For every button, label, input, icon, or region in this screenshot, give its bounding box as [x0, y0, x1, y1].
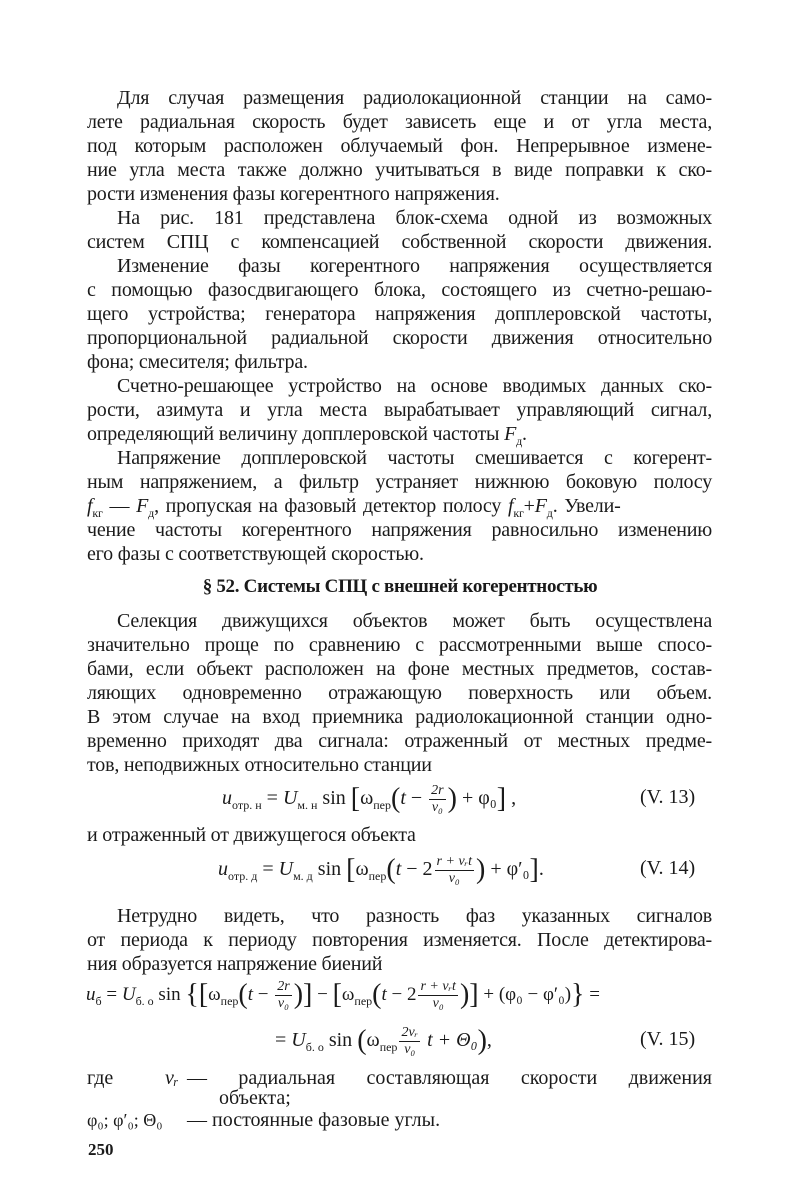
math-subscript: м. д — [293, 869, 313, 883]
math-subscript: б. о — [305, 1040, 324, 1054]
text-line: Напряжение допплеровской частоты смешивается с когерент- — [117, 447, 712, 469]
text-line: ляющих одновременно отражающую поверхность или объем. — [87, 682, 712, 704]
math-function: sin — [323, 1029, 358, 1051]
math-symbol: t — [400, 787, 406, 809]
math-subscript: б. о — [135, 993, 154, 1008]
right-brace: } — [571, 979, 585, 1010]
text-line: тов, неподвижных относительно станции — [87, 754, 432, 776]
left-paren: ( — [357, 1025, 367, 1056]
math-operator: + — [478, 984, 499, 1005]
left-paren: ( — [372, 979, 382, 1010]
right-bracket: ] — [529, 854, 539, 885]
math-operator: − — [253, 984, 274, 1005]
fraction-numerator: 2r — [277, 979, 290, 995]
math-symbol: F — [534, 495, 547, 517]
math-function: sin — [317, 787, 351, 809]
right-paren: ) — [477, 1025, 487, 1056]
fraction-numerator: r + vᵣt — [436, 853, 472, 869]
math-operator: − — [312, 984, 333, 1005]
math-subscript: пер — [373, 798, 391, 812]
math-function: sin — [153, 984, 186, 1005]
right-paren: ) — [293, 979, 304, 1010]
text-line: рости, азимута и угла места вырабатывает управляющий сигнал, — [87, 399, 712, 421]
math-subscript: д — [546, 506, 553, 520]
text-span: — — [102, 495, 137, 517]
page-number: 250 — [88, 1140, 114, 1159]
left-paren: ( — [238, 979, 248, 1010]
math-symbol: F — [136, 495, 149, 517]
math-function: sin — [312, 858, 347, 880]
text-line: чение частоты когерентного напряжения равносильно изменению — [87, 519, 712, 541]
right-paren: ) — [459, 979, 470, 1010]
fraction-denominator: v₀ — [404, 1041, 416, 1057]
math-symbol: t — [395, 858, 402, 880]
text-line: Счетно-решающее устройство на основе вводимых данных ско- — [117, 375, 712, 397]
right-paren: ) — [476, 854, 486, 885]
left-brace: { — [185, 979, 199, 1010]
math-punct: . — [538, 858, 544, 880]
math-symbol: t — [381, 984, 387, 1005]
math-subscript: д — [148, 506, 155, 520]
fraction-numerator: 2r — [431, 782, 444, 798]
fraction — [399, 1025, 420, 1058]
math-operator: = — [584, 984, 600, 1005]
text-span: определяющий величину допплеровской частоты — [87, 423, 505, 445]
text-span: . Увели- — [552, 495, 621, 517]
left-bracket: [ — [332, 979, 342, 1010]
fraction — [275, 979, 291, 1012]
math-subscript: пер — [220, 993, 239, 1008]
math-operator: = — [261, 787, 283, 809]
text-span: . — [522, 423, 527, 445]
fraction — [418, 979, 457, 1012]
equation-v15-line2 — [275, 1022, 492, 1065]
math-operator: + — [456, 787, 479, 809]
equation-number: (V. 14) — [640, 857, 696, 879]
where-symbol: vᵣ — [165, 1067, 179, 1089]
left-bracket: [ — [350, 783, 361, 814]
fraction-numerator: 2vᵣ — [401, 1024, 419, 1040]
math-operator: + — [485, 858, 507, 880]
text-line: В этом случае на вход приемника радиолокационной станции одно- — [87, 706, 712, 728]
text-line: временно приходят два сигнала: отраженный от местных предме- — [87, 730, 712, 752]
math-operator: − 2 — [401, 858, 433, 880]
math-punct: , — [486, 1029, 492, 1051]
math-subscript: отр. н — [232, 798, 262, 812]
math-expression: t + Θ₀ — [422, 1029, 478, 1051]
math-symbol: u — [218, 858, 228, 880]
text-line: фона; смесителя; фильтра. — [87, 351, 308, 373]
text-line: под которым расположен облучаемый фон. Непрерывное измене- — [87, 135, 712, 157]
fraction-denominator: v₀ — [277, 996, 289, 1012]
text-span: + — [523, 495, 535, 517]
right-bracket: ] — [469, 979, 479, 1010]
right-paren: ) — [447, 783, 457, 814]
math-symbol: u — [222, 787, 232, 809]
text-line: его фазы с соответствующей скоростью. — [87, 543, 424, 565]
right-bracket: ] — [303, 979, 313, 1010]
math-operator: − 2 — [386, 984, 417, 1005]
fraction — [435, 854, 474, 887]
where-label: где — [87, 1067, 114, 1089]
where-definition-continued: объекта; — [219, 1087, 291, 1109]
text-line: ния образуется напряжение биений — [87, 953, 383, 975]
where-definition: — радиальная составляющая скорости движения — [187, 1067, 712, 1089]
math-subscript: б — [95, 993, 102, 1008]
math-symbol: ω — [341, 984, 355, 1005]
text-line: лете радиальная скорость будет зависеть еще и от угла места, — [87, 111, 712, 133]
left-paren: ( — [386, 854, 396, 885]
text-line: от периода к периоду повторения изменяется. После детектирова- — [87, 929, 712, 951]
math-subscript: кг — [92, 506, 103, 520]
left-paren: ( — [391, 783, 401, 814]
text-line: ным напряжением, а фильтр устраняет нижнюю боковую полосу — [87, 471, 712, 493]
math-symbol: U — [121, 984, 136, 1005]
math-subscript: м. н — [297, 798, 318, 812]
math-symbol: f — [87, 495, 93, 517]
math-subscript: пер — [368, 869, 387, 883]
fraction-denominator: v₀ — [432, 996, 444, 1012]
math-subscript: кг — [513, 506, 524, 520]
math-subscript: пер — [354, 993, 373, 1008]
fraction — [429, 783, 445, 816]
where-symbols: φ₀; φ′₀; Θ₀ — [87, 1110, 163, 1130]
math-symbol: U — [282, 787, 298, 809]
equation-number: (V. 15) — [640, 1028, 696, 1050]
text-line: Для случая размещения радиолокационной станции на само- — [117, 87, 712, 109]
text-line: рости изменения фазы когерентного напряжения. — [87, 183, 500, 205]
equation-number: (V. 13) — [640, 786, 696, 808]
math-symbol: U — [291, 1029, 306, 1051]
math-punct: , — [506, 787, 517, 809]
text-line: с помощью фазосдвигающего блока, состоящего из счетно-решаю- — [87, 279, 712, 301]
fraction-denominator: v₀ — [431, 799, 443, 815]
math-operator: − — [405, 787, 428, 809]
text-span: , пропуская на фазовый детектор полосу — [154, 495, 508, 517]
math-symbol: φ′₀ — [506, 858, 530, 880]
text-line: Изменение фазы когерентного напряжения осуществляется — [117, 255, 712, 277]
text-line: щего устройства; генератора напряжения допплеровской частоты, — [87, 303, 712, 325]
equation-v14 — [218, 851, 544, 894]
equation-v15-line1 — [86, 977, 600, 1019]
where-definition: — постоянные фазовые углы. — [187, 1109, 441, 1131]
text-line: Селекция движущихся объектов может быть осуществлена — [117, 610, 712, 632]
text-line: На рис. 181 представлена блок-схема одной из возможных — [117, 207, 712, 229]
math-symbol: t — [247, 984, 254, 1005]
math-subscript: д — [516, 434, 523, 448]
text-line: пропорциональной радиальной скорости движения относительно — [87, 327, 712, 349]
math-subscript: отр. д — [228, 869, 258, 883]
math-symbol: φ₀ — [478, 787, 497, 809]
math-symbol: F — [504, 423, 517, 445]
section-heading: § 52. Системы СПЦ с внешней когерентностью — [202, 576, 598, 597]
right-bracket: ] — [496, 783, 507, 814]
fraction-numerator: r + vᵣt — [420, 979, 456, 995]
math-operator: = — [101, 984, 122, 1005]
math-symbol: ω — [366, 1029, 380, 1051]
math-symbol: ω — [208, 984, 221, 1005]
text-line: ние угла места также должно учитываться в виде поправки к ско- — [87, 159, 712, 181]
fraction-denominator: v₀ — [448, 870, 460, 886]
text-line: Нетрудно видеть, что разность фаз указанных сигналов — [117, 905, 712, 927]
text-line: и отраженный от движущегося объекта — [87, 824, 416, 846]
math-operator: = — [275, 1029, 292, 1051]
equation-v13 — [222, 780, 516, 823]
math-symbol: u — [86, 984, 96, 1005]
math-operator: = — [257, 858, 279, 880]
left-bracket: [ — [346, 854, 356, 885]
math-symbol: U — [278, 858, 294, 880]
math-symbol: ω — [360, 787, 374, 809]
math-expression: (φ₀ − φ′₀) — [498, 984, 572, 1005]
left-bracket: [ — [198, 979, 209, 1010]
math-symbol: f — [507, 495, 514, 517]
text-line: бами, если объект расположен на фоне местных предметов, состав- — [87, 658, 712, 680]
math-symbol: ω — [355, 858, 369, 880]
text-line: систем СПЦ с компенсацией собственной скорости движения. — [87, 231, 712, 253]
math-subscript: пер — [379, 1040, 398, 1054]
text-line: значительно проще по сравнению с рассмотренными выше спосо- — [87, 634, 712, 656]
